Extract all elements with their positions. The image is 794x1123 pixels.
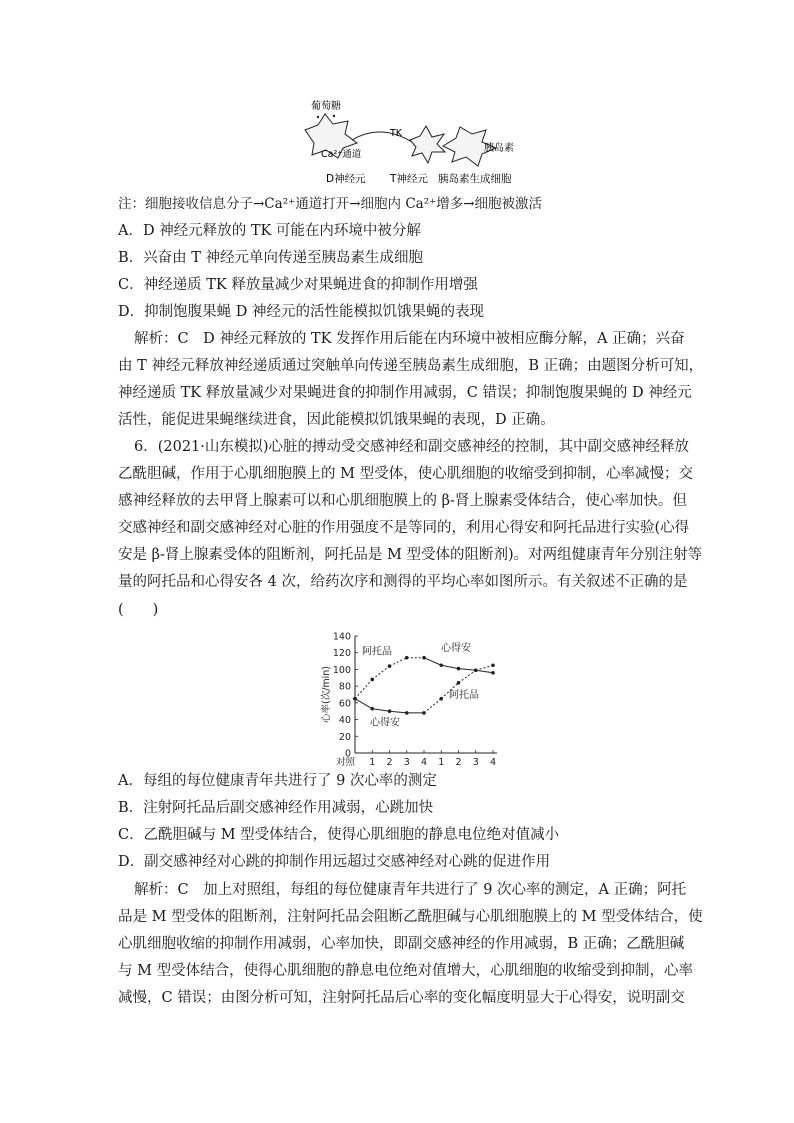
y-tick-label: 120	[332, 648, 351, 660]
heart-rate-chart	[0, 626, 794, 766]
x-tick-label: 1	[369, 757, 376, 766]
diagram-note: 注：细胞接收信息分子→Ca²⁺通道打开→细胞内 Ca²⁺增多→细胞被激活	[118, 196, 543, 212]
y-tick-label: 0	[344, 748, 351, 760]
series-segment	[390, 711, 407, 713]
data-point	[353, 697, 357, 701]
insulin-label: 胰岛素	[484, 143, 514, 154]
q6-option-c: C．乙酰胆碱与 M 型受体结合，使得心肌细胞的静息电位绝对值减小	[118, 827, 560, 843]
q5-option-a: A．D 神经元释放的 TK 可能在内环境中被分解	[118, 223, 421, 239]
tk-label: TK	[390, 128, 403, 139]
series-segment	[459, 669, 476, 671]
q6-stem-line: 感神经释放的去甲肾上腺素可以和心肌细胞膜上的 β-肾上腺素受体结合，使心率加快。但	[118, 493, 687, 509]
data-point	[405, 656, 409, 660]
data-point	[457, 667, 461, 671]
ca-channel-label: Ca²⁺通道	[321, 149, 362, 160]
x-tick-label: 2	[386, 757, 393, 766]
series-annotation: 阿托品	[362, 646, 392, 658]
x-tick-label: 对照	[335, 757, 355, 766]
data-point	[491, 663, 495, 667]
y-tick-label: 140	[332, 631, 351, 643]
q5-analysis-line: 由 T 神经元释放神经递质通过突触单向传递至胰岛素生成细胞，B 正确；由题图分析可知，	[118, 358, 704, 374]
series-segment	[372, 666, 389, 679]
q6-analysis-line: 与 M 型受体结合，使得心肌细胞的静息电位绝对值增大，心肌细胞的收缩受到抑制，心率	[118, 963, 694, 979]
series-segment	[476, 670, 493, 673]
q5-option-c: C．神经递质 TK 释放量减少对果蝇进食的抑制作用增强	[118, 277, 478, 293]
q5-option-b: B．兴奋由 T 神经元单向传递至胰岛素生成细胞	[118, 250, 424, 266]
y-tick-label: 20	[338, 731, 351, 743]
data-point	[370, 678, 374, 682]
data-point	[474, 668, 478, 672]
series-segment	[355, 679, 372, 698]
q6-analysis-line: 心肌细胞收缩的抑制作用减弱，心率加快，即副交感神经的作用减弱，B 正确；乙酰胆碱	[118, 936, 685, 952]
q6-option-b: B．注射阿托品后副交感神经作用减弱，心跳加快	[118, 800, 434, 816]
q5-analysis-line: 解析：C D 神经元释放的 TK 发挥作用后能在内环境中被相应酶分解，A 正确；兴奋	[134, 331, 685, 347]
x-tick-label: 3	[472, 757, 479, 766]
q6-option-d: D．副交感神经对心跳的抑制作用远超过交感神经对心跳的促进作用	[118, 854, 551, 870]
data-point	[405, 711, 409, 715]
data-point	[439, 663, 443, 667]
series-segment	[424, 699, 441, 713]
series-segment	[355, 699, 372, 709]
series-segment	[424, 658, 441, 666]
y-tick-label: 60	[338, 698, 351, 710]
series-annotation: 心得安	[370, 717, 400, 729]
q6-option-a: A．每组的每位健康青年共进行了 9 次心率的测定	[118, 773, 437, 789]
data-point	[491, 671, 495, 675]
x-tick-label: 2	[455, 757, 462, 766]
series-segment	[459, 670, 476, 683]
q5-analysis-line: 神经递质 TK 释放量减少对果蝇进食的抑制作用减弱，C 错误；抑制饱腹果蝇的 D 神经元	[118, 385, 692, 401]
glucose-label: 葡萄糖	[311, 101, 341, 112]
t-neuron-label: T神经元	[390, 173, 428, 185]
q5-analysis-line: 活性，能促进果蝇继续进食，因此能模拟饥饿果蝇的表现，D 正确。	[118, 412, 555, 428]
data-point	[422, 711, 426, 715]
q6-stem-line: 乙酰胆碱，作用于心肌细胞膜上的 M 型受体，使心肌细胞的收缩受到抑制，心率减慢；交	[118, 466, 694, 482]
data-point	[388, 709, 392, 713]
q6-analysis-line: 解析：C 加上对照组，每组的每位健康青年共进行了 9 次心率的测定，A 正确；阿托	[134, 882, 687, 898]
series-segment	[372, 709, 389, 712]
q6-analysis-line: 减慢，C 错误；由图分析可知，注射阿托品后心率的变化幅度明显大于心得安，说明副交	[118, 990, 685, 1006]
q6-stem-line: 量的阿托品和心得安各 4 次，给药次序和测得的平均心率如图所示。有关叙述不正确的是	[118, 574, 688, 590]
series-segment	[390, 658, 407, 666]
neuron-diagram	[0, 0, 794, 190]
series-annotation: 阿托品	[449, 689, 479, 701]
answer-bracket: ( )	[118, 602, 159, 618]
q6-stem-line: 安是 β-肾上腺素受体的阻断剂，阿托品是 M 型受体的阻断剂)。对两组健康青年分别注射等	[118, 547, 703, 563]
islet-cell-label: 胰岛素生成细胞	[438, 173, 512, 185]
q6-stem-line: 交感神经和副交感神经对心脏的作用强度不是等同的，利用心得安和阿托品进行实验(心得	[118, 520, 690, 536]
y-tick-label: 80	[338, 681, 351, 693]
d-neuron-label: D神经元	[326, 173, 366, 185]
data-point	[457, 681, 461, 685]
x-tick-label: 1	[438, 757, 445, 766]
series-segment	[441, 665, 458, 668]
x-tick-label: 4	[420, 757, 428, 766]
q6-stem-line: 6．(2021·山东模拟)心脏的搏动受交感神经和副交感神经的控制，其中副交感神经释放	[134, 439, 690, 455]
data-point	[439, 697, 443, 701]
t-neuron-cell	[410, 126, 445, 163]
series-segment	[476, 665, 493, 670]
d-neuron-axon	[352, 132, 412, 142]
y-axis-label: 心率(次/min)	[321, 665, 332, 724]
data-point	[388, 664, 392, 668]
x-tick-label: 3	[403, 757, 410, 766]
data-point	[370, 707, 374, 711]
series-annotation: 心得安	[441, 643, 471, 655]
x-tick-label: 4	[489, 757, 497, 766]
data-point	[422, 656, 426, 660]
y-tick-label: 40	[338, 715, 351, 727]
q6-analysis-line: 品是 M 型受体的阻断剂，注射阿托品会阻断乙酰胆碱与心肌细胞膜上的 M 型受体结合，使	[118, 909, 703, 925]
y-tick-label: 100	[332, 664, 351, 676]
q5-option-d: D．抑制饱腹果蝇 D 神经元的活性能模拟饥饿果蝇的表现	[118, 304, 484, 320]
